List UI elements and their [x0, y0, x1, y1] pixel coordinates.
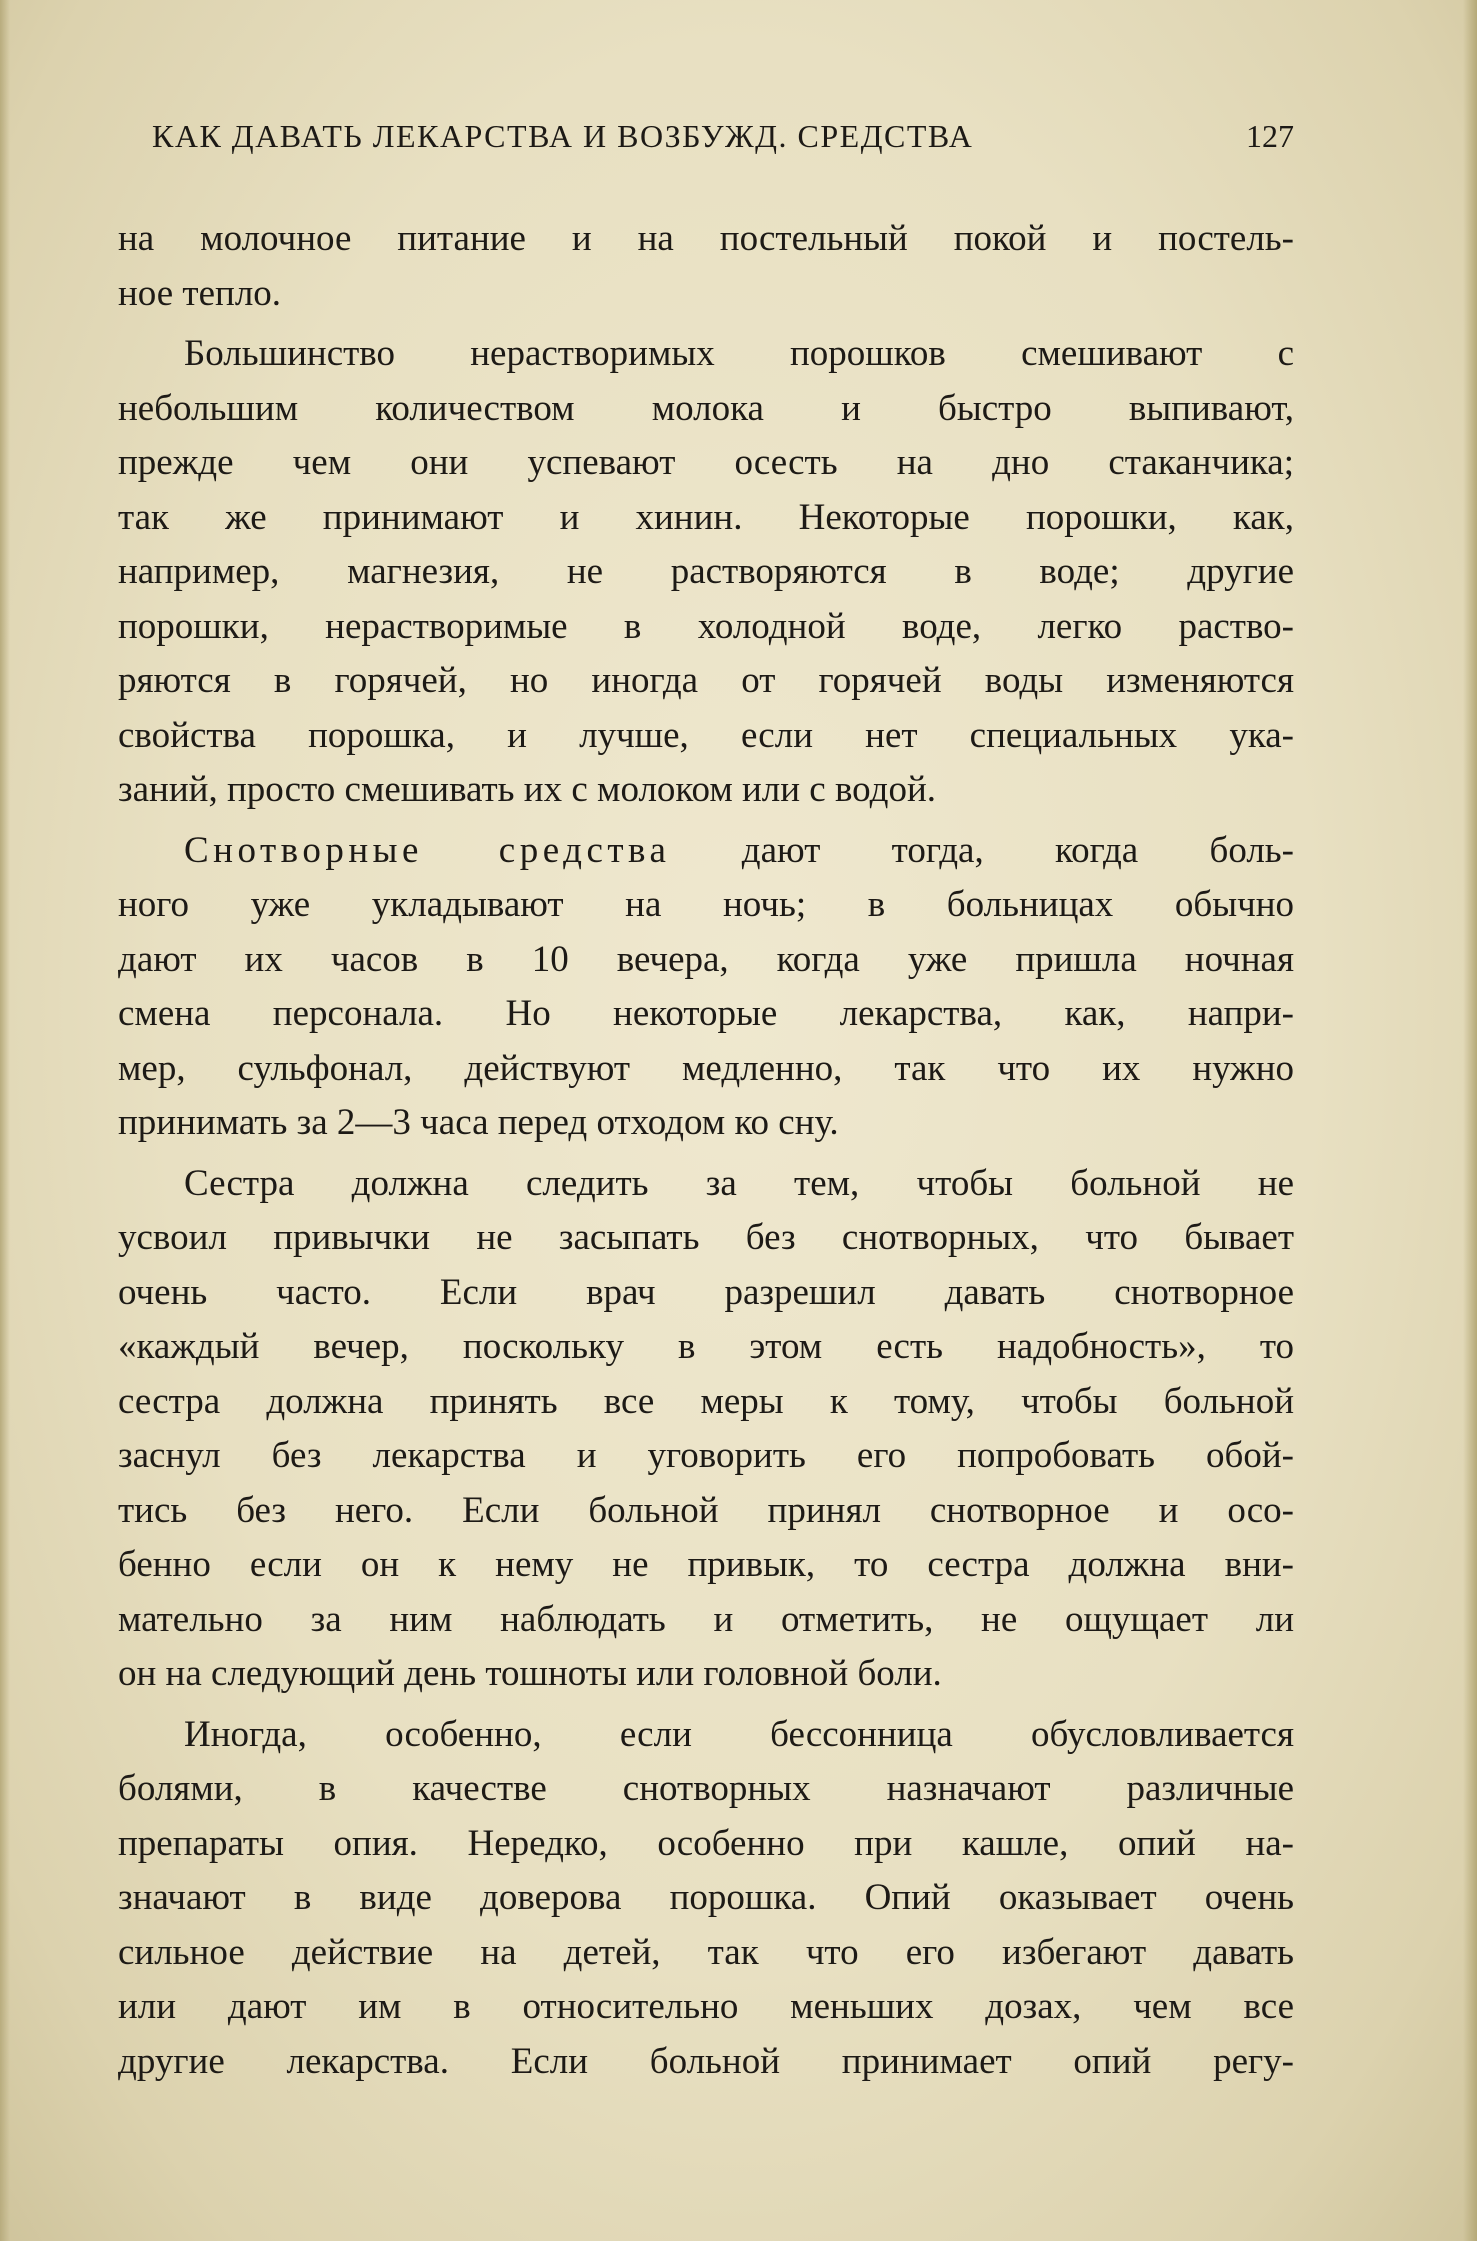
text-line: заний, просто смешивать их с молоком или с водой.: [118, 769, 936, 810]
text-line: значают в виде доверова порошка. Опий оказывает очень: [118, 1877, 1294, 1918]
text-line: ное тепло.: [118, 272, 282, 314]
text-line: небольшим количеством молока и быстро выпивают,: [118, 387, 1294, 429]
text-line: дают их часов в 10 вечера, когда уже пришла ночная: [118, 938, 1294, 980]
text-line: Сестра должна следить за тем, чтобы больной не: [184, 1162, 1294, 1204]
page-number: 127: [1246, 118, 1294, 154]
text-line: ного уже укладывают на ночь; в больницах обычно: [118, 884, 1294, 925]
running-header: [152, 118, 1294, 162]
text-line: Большинство нерастворимых порошков смешивают с: [184, 333, 1294, 374]
page-edge-left: [0, 0, 10, 2241]
text-line: заснул без лекарства и уговорить его попробовать обой-: [118, 1435, 1294, 1476]
text-line: усвоил привычки не засыпать без снотворных, что бывает: [118, 1217, 1294, 1258]
body-text: [118, 212, 1294, 2089]
text-line: тись без него. Если больной принял снотворное и осо-: [118, 1489, 1294, 1531]
text-line: прежде чем они успевают осесть на дно стаканчика;: [118, 442, 1294, 483]
text-line: принимать за 2—3 часа перед отходом ко сну.: [118, 1102, 839, 1143]
text-line: Иногда, особенно, если бессонница обусловливается: [184, 1713, 1294, 1755]
text-line: [118, 824, 1294, 879]
spaced-term: Снотворные средства: [184, 829, 671, 871]
text-line: сильное действие на детей, так что его избегают давать: [118, 1931, 1294, 1973]
text-line: препараты опия. Нередко, особенно при кашле, опий на-: [118, 1822, 1294, 1864]
text-line: например, магнезия, не растворяются в воде; другие: [118, 551, 1294, 592]
text-line: на молочное питание и на постельный покой и постель-: [118, 218, 1294, 259]
text-line: другие лекарства. Если больной принимает опий регу-: [118, 2040, 1294, 2082]
running-header-title: КАК ДАВАТЬ ЛЕКАРСТВА И ВОЗБУЖД. СРЕДСТВА: [152, 118, 974, 154]
text-line: болями, в качестве снотворных назначают различные: [118, 1768, 1294, 1809]
text-line: «каждый вечер, поскольку в этом есть надобность», то: [118, 1326, 1294, 1367]
text-line: бенно если он к нему не привык, то сестра должна вни-: [118, 1544, 1294, 1585]
text-line: очень часто. Если врач разрешил давать снотворное: [118, 1271, 1294, 1313]
text-line: мер, сульфонал, действуют медленно, так что их нужно: [118, 1047, 1294, 1089]
text-line: порошки, нерастворимые в холодной воде, легко раство-: [118, 605, 1294, 647]
text-line-rest: дают тогда, когда боль-: [670, 829, 1295, 871]
text-line: ряются в горячей, но иногда от горячей воды изменяются: [118, 660, 1294, 701]
text-line: сестра должна принять все меры к тому, чтобы больной: [118, 1380, 1294, 1422]
text-line: мательно за ним наблюдать и отметить, не ощущает ли: [118, 1598, 1294, 1640]
text-line: или дают им в относительно меньших дозах, чем все: [118, 1986, 1294, 2027]
page-edge-right: [1463, 0, 1477, 2241]
text-line: так же принимают и хинин. Некоторые порошки, как,: [118, 496, 1294, 538]
text-line: свойства порошка, и лучше, если нет специальных ука-: [118, 714, 1294, 756]
text-line: смена персонала. Но некоторые лекарства, как, напри-: [118, 993, 1294, 1034]
text-line: он на следующий день тошноты или головной боли.: [118, 1653, 942, 1694]
